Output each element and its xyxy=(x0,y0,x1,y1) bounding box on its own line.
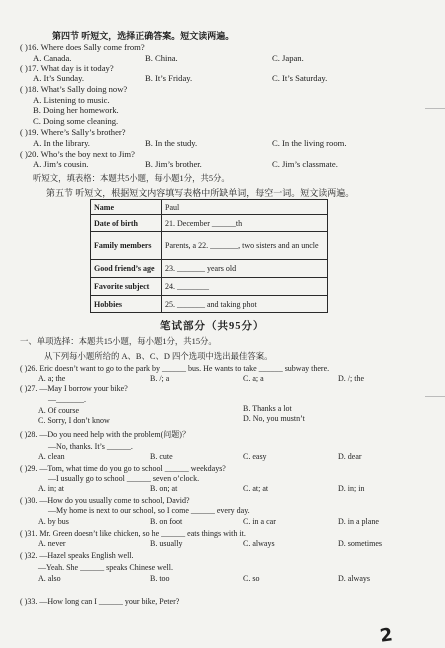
option-32-d: D. always xyxy=(338,574,370,583)
option-31-a: A. never xyxy=(38,539,66,548)
written-part-title: 笔试部分（共95分） xyxy=(160,321,265,332)
option-17-a: A. It’s Sunday. xyxy=(33,73,85,83)
table-row xyxy=(91,260,328,278)
option-29-a: A. in; at xyxy=(38,484,64,493)
option-19-c: C. In the living room. xyxy=(272,138,347,148)
section5-title: 第五节 听短文，根据短文内容填写表格中所缺单词，每空一词。短文读两遍。 xyxy=(46,188,355,198)
table-value: 25. _______ and taking phot xyxy=(162,296,328,313)
option-27-b: B. Thanks a lot xyxy=(243,404,292,413)
table-value: 23. _______ years old xyxy=(162,260,328,278)
option-16-b: B. China. xyxy=(145,53,178,63)
question-16: ( )16. Where does Sally come from? xyxy=(20,42,145,52)
option-17-c: C. It’s Saturday. xyxy=(272,73,328,83)
question-28-line2: —No, thanks. It’s ______. xyxy=(48,442,133,451)
question-29-line2: —I usually go to school ______ seven o’clock. xyxy=(48,474,200,483)
table-row xyxy=(91,296,328,313)
table-key: Date of birth xyxy=(91,215,162,232)
question-31: ( )31. Mr. Green doesn’t like chicken, so he ______ eats things with it. xyxy=(20,529,246,538)
option-28-b: B. cute xyxy=(150,452,173,461)
question-32-line2: —Yeah. She ______ speaks Chinese well. xyxy=(38,563,173,572)
question-28: ( )28. —Do you need help with the problem(问题)？ xyxy=(20,430,190,439)
section4-title: 第四节 听短文，选择正确答案。短文读两遍。 xyxy=(52,31,235,41)
option-26-a: A. a; the xyxy=(38,374,66,383)
option-29-d: D. in; in xyxy=(338,484,365,493)
table-key: Favorite subject xyxy=(91,278,162,296)
question-33: ( )33. —How long can I ______ your bike, Peter? xyxy=(20,597,180,606)
option-19-b: B. In the study. xyxy=(145,138,198,148)
option-30-a: A. by bus xyxy=(38,517,69,526)
question-27-line2: —_______. xyxy=(48,395,86,404)
table-key: Name xyxy=(91,200,162,215)
option-31-b: B. usually xyxy=(150,539,183,548)
table-row xyxy=(91,278,328,296)
table-value: Parents, a 22. _______, two sisters and an uncle xyxy=(162,232,328,260)
option-29-b: B. on; at xyxy=(150,484,178,493)
option-17-b: B. It’s Friday. xyxy=(145,73,193,83)
option-20-b: B. Jim’s brother. xyxy=(145,159,202,169)
part1-instruction: 从下列每小题所给的 A、B、C、D 四个选项中选出最佳答案。 xyxy=(44,352,273,361)
option-28-c: C. easy xyxy=(243,452,267,461)
margin-mark xyxy=(425,108,445,109)
option-26-b: B. /; a xyxy=(150,374,170,383)
question-20: ( )20. Who’s the boy next to Jim? xyxy=(20,149,135,159)
option-32-c: C. so xyxy=(243,574,260,583)
option-31-c: C. always xyxy=(243,539,275,548)
page-number: 2 xyxy=(378,624,394,647)
table-value: Paul xyxy=(162,200,328,215)
option-16-c: C. Japan. xyxy=(272,53,304,63)
option-27-d: D. No, you mustn’t xyxy=(243,414,305,423)
table-value: 21. December ______th xyxy=(162,215,328,232)
option-28-a: A. clean xyxy=(38,452,65,461)
question-27: ( )27. —May I borrow your bike? xyxy=(20,384,128,393)
option-29-c: C. at; at xyxy=(243,484,269,493)
listening-score-note: 听短文，填表格：本题共5小题，每小题1分，共5分。 xyxy=(33,174,230,183)
question-17: ( )17. What day is it today? xyxy=(20,63,114,73)
option-26-d: D. /; the xyxy=(338,374,364,383)
option-18-b: B. Doing her homework. xyxy=(33,105,119,115)
option-26-c: C. a; a xyxy=(243,374,264,383)
option-30-c: C. in a car xyxy=(243,517,276,526)
table-row xyxy=(91,232,328,260)
option-18-c: C. Doing some cleaning. xyxy=(33,116,119,126)
question-29: ( )29. —Tom, what time do you go to school ______ weekdays? xyxy=(20,464,226,473)
table-key: Hobbies xyxy=(91,296,162,313)
table-row xyxy=(91,215,328,232)
option-30-b: B. on foot xyxy=(150,517,183,526)
part1-title: 一、单项选择：本题共15小题，每小题1分，共15分。 xyxy=(20,337,217,346)
option-20-c: C. Jim’s classmate. xyxy=(272,159,338,169)
margin-mark xyxy=(425,396,445,397)
question-26: ( )26. Eric doesn’t want to go to the park by ______ bus. He wants to take ______ subway there. xyxy=(20,364,330,373)
question-30: ( )30. —How do you usually come to school, David? xyxy=(20,496,190,505)
table-key: Good friend’s age xyxy=(91,260,162,278)
option-32-b: B. too xyxy=(150,574,170,583)
option-28-d: D. dear xyxy=(338,452,362,461)
info-table xyxy=(90,199,328,313)
option-16-a: A. Canada. xyxy=(33,53,72,63)
table-key: Family members xyxy=(91,232,162,260)
option-30-d: D. in a plane xyxy=(338,517,379,526)
question-30-line2: —My home is next to our school, so I come ______ every day. xyxy=(48,506,250,515)
option-19-a: A. In the library. xyxy=(33,138,90,148)
question-18: ( )18. What’s Sally doing now? xyxy=(20,84,128,94)
option-27-a: A. Of course xyxy=(38,406,80,415)
table-row xyxy=(91,200,328,215)
question-19: ( )19. Where’s Sally’s brother? xyxy=(20,127,126,137)
question-32: ( )32. —Hazel speaks English well. xyxy=(20,551,134,560)
table-value: 24. ________ xyxy=(162,278,328,296)
option-18-a: A. Listening to music. xyxy=(33,95,110,105)
option-27-c: C. Sorry, I don’t know xyxy=(38,416,110,425)
option-31-d: D. sometimes xyxy=(338,539,382,548)
option-20-a: A. Jim’s cousin. xyxy=(33,159,89,169)
option-32-a: A. also xyxy=(38,574,61,583)
